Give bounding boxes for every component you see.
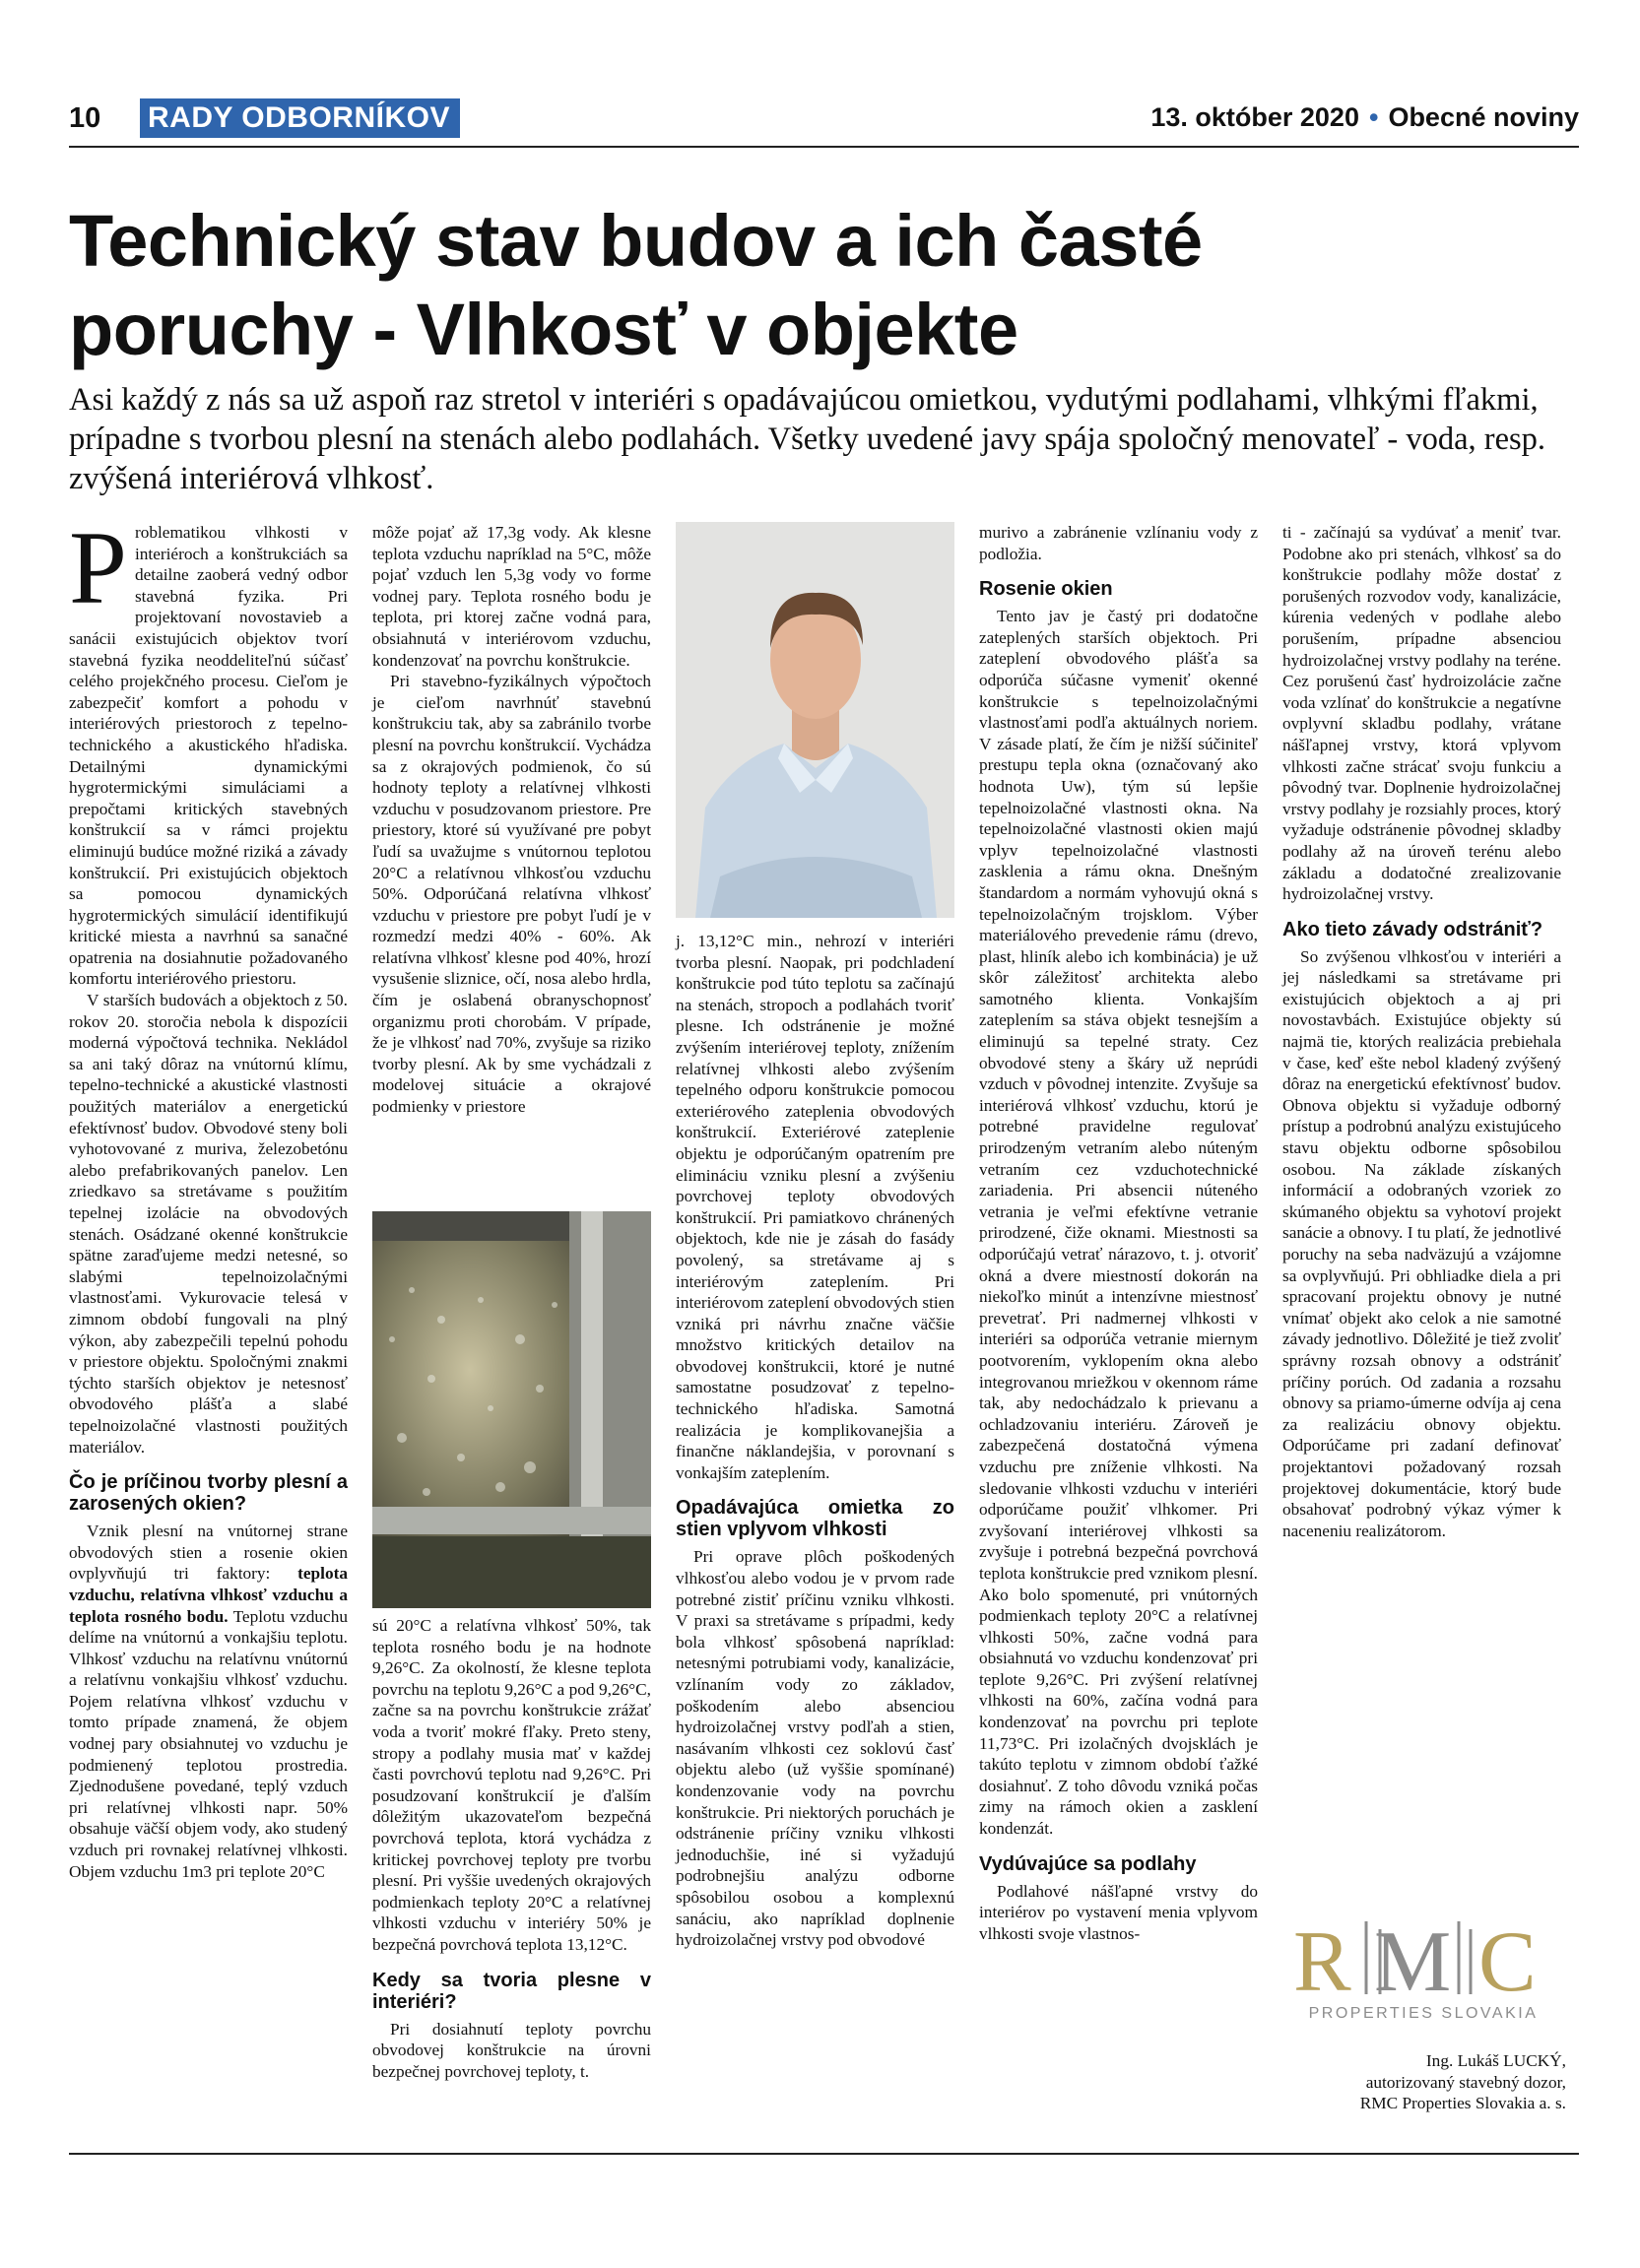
article-column-1 [69,510,348,1882]
author-role: autorizovaný stavebný dozor, [1365,2072,1566,2092]
article-column-2-continued [372,1615,651,2082]
paragraph: murivo a zabránenie vzlínaniu vody z podložia. [979,523,1258,563]
headline-line-2: poruchy - Vlhkosť v objekte [69,289,1018,370]
portrait-image [676,522,954,918]
subheading: Kedy sa tvoria plesne v interiéri? [372,1969,651,2013]
logo-tagline: PROPERTIES SLOVAKIA [1308,2005,1539,2022]
paragraph: Vznik plesní na vnútornej strane obvodových stien a rosenie okien ovplyvňujú tri faktory: teplota vzduchu, relatívna vlhkosť vzduchu a teplota rosného bodu. Teplotu vzduchu delíme na vnútornú a vonkajšiu teplotu. Vlhkosť vzduchu na relatívnu vnútornú a relatívnu vonkajšiu vlhkosť vzduchu. Pojem relatívna vlhkosť vzduchu v tomto prípade znamená, že objem vodnej pary obsiahnutej vo vzduchu je podmienený teplotou prostredia. Zjednodušene povedané, teplý vzduch pri relatívnej vlhkosti napr. 50% obsahuje väčší objem vody, ako studený vzduch pri rovnakej relatívnej vlhkosti. Objem vzduchu 1m3 pri teplote 20°C [69,1522,348,1881]
author-name: Ing. Lukáš LUCKÝ, [1425,2051,1566,2070]
subheading: Rosenie okien [979,578,1113,601]
logo-letter-m: M [1374,1915,1452,2010]
issue-date: 13. október 2020 [1150,102,1359,132]
subheading: Ako tieto závady odstrániť? [1282,918,1543,940]
paragraph: Pri dosiahnutí teploty povrchu obvodovej konštrukcie na úrovni bezpečnej povrchovej teploty, t. [372,2019,651,2081]
rmc-logo [1285,1915,1561,2029]
page-number: 10 [69,102,101,134]
paragraph: Problematikou vlhkosti v interiéroch a konštrukciách sa detailne zaoberá vedný odbor stavebná fyzika. Pri projektovaní novostavieb a sanácii existujúcich objektov tvorí stavebná fyzika neoddeliteľnú súčasť celého projekčného procesu. Cieľom je zabezpečiť komfort a pohodu v interiérových priestoroch z tepelno-technického a akustického hľadiska. Detailnými dynamickými hygrotermickými simuláciami a prepočtami kritických stavebných konštrukcií sa v rámci projektu eliminujú budúce možné riziká a závady konštrukcií. Pri existujúcich objektoch sa pomocou dynamických hygrotermických simulácií identifikujú kritické miesta a navrhnú sa sanačné opatrenia na dosiahnutie požadovaného komfortu interiérového priestoru. [69,510,348,989]
window-condensation-photo [372,1211,651,1608]
logo-letter-r: R [1293,1915,1351,2010]
rmc-logo-mark [1285,1915,1561,2029]
paragraph: môže pojať až 17,3g vody. Ak klesne teplota vzduchu napríklad na 5°C, môže pojať vzduch len 5,3g vody vo forme vodnej pary. Teplota rosného bodu je teplota, pri ktorej začne vodná para, obsiahnutá v interiérovom vzduchu, kondenzovať na povrchu konštrukcie. [372,523,651,670]
article-lead: Asi každý z nás sa už aspoň raz stretol v interiéri s opadávajúcou omietkou, vydutými podlahami, vlhkými fľakmi, prípadne s tvorbou plesní na stenách alebo podlahách. Všetky uvedené javy spája spoločný menovateľ - voda, resp. zvýšená interiérová vlhkosť. [69,382,1546,496]
author-company: RMC Properties Slovakia a. s. [1359,2094,1566,2113]
paragraph: sú 20°C a relatívna vlhkosť 50%, tak teplota rosného bodu je na hodnote 9,26°C. Za okolností, že klesne teplota povrchu na teplotu 9,26°C a pod 9,26°C, začne sa na povrchu konštrukcie zrážať voda a tvoriť mokré fľaky. Preto steny, stropy a podlahy musia mať v každej časti povrchovú teplotu nad 9,26°C. Pri posudzovaní konštrukcií je ďalším dôležitým ukazovateľom bezpečná povrchová teplota, ktorá vychádza z kritickej povrchovej teploty pre tvorbu plesní. Pri vyššie uvedených okrajových podmienkach teploty 20°C a relatívnej vlhkosti vzduchu v interiéry 50% je bezpečná povrchová teplota 13,12°C. [372,1616,651,1954]
drop-cap: P [69,510,127,625]
logo-letter-c: C [1478,1915,1537,2010]
separator-dot: • [1368,102,1379,132]
subheading: Opadávajúca omietka zo stien vplyvom vlhkosti [676,1497,954,1541]
paragraph: Podlahové nášľapné vrstvy do interiérov po vystavení menia vplyvom vlhkosti svoje vlastnos- [979,1881,1258,1943]
paragraph: ti - začínajú sa vydúvať a meniť tvar. Podobne ako pri stenách, vlhkosť sa do konštrukcie podlahy môže dostať z porušených rozvodov vody, kanalizácie, kúrenia vedených v podlahe alebo porušením, prípadne absenciou hydroizolačnej vrstvy podlahy na teréne. Cez porušenú časť hydroizolácie začne voda vzlínať do konštrukcie a negatívne ovplyvní skladbu podlahy, vrátane nášľapnej vrstvy, ktorá vplyvom vlhkosti začne strácať svoju funkciu a pôvodný tvar. Doplnenie hydroizolačnej vrstvy podlahy je rozsiahly proces, ktorý vyžaduje odstránenie pôvodnej skladby podlahy až na úroveň terénu alebo základu a dodatočné zrealizovanie hydroizolačnej vrstvy. [1282,523,1561,904]
article-column-3 [676,931,954,1951]
paragraph: Pri oprave plôch poškodených vlhkosťou alebo vodou je v prvom rade potrebné zistiť príčinu vzniku vlhkosti. V praxi sa stretávame s prípadmi, kedy bola vlhkosť spôsobená napríklad: netesnými potrubiami vody, kanalizácie, vzlínaním vody zo základov, poškodením alebo absenciou hydroizolačnej vrstvy podľah a stien, nasávaním vlhkosti cez soklovú časť objektu alebo (už vyššie spomínané) kondenzovanie vody na povrchu konštrukcie. Pri niektorých poruchách je odstránenie príčiny vzniku vlhkosti jednoduchšie, iné si vyžadujú podrobnejšiu analýzu odborne spôsobilou osobou a komplexnú sanáciu, ako napríklad doplnenie hydroizolačnej vrstvy pod obvodové [676,1547,954,1950]
section-label: RADY ODBORNÍKOV [140,98,460,138]
subheading: Čo je príčinou tvorby plesní a zarosených okien? [69,1471,348,1516]
paragraph: So zvýšenou vlhkosťou v interiéri a jej následkami sa stretávame pri existujúcich objektoch a aj pri novostavbách. Existujúce objekty sú najmä tie, ktorých realizácia prebiehala v čase, keď ešte nebol kladený zvýšený dôraz na energetickú efektívnosť budov. Obnova objektu si vyžaduje odborný prístup a podrobnú analýzu existujúceho stavu objektu odborne spôsobilou osobou. Na základe získaných informácií a odobraných vzoriek zo skúmaného objektu sa vyhotoví projekt sanácie a obnovy. I tu platí, že jednotlivé poruchy na seba nadväzujú a vzájomne sa ovplyvňujú. Pri obhliadke diela a pri spracovaní projektu obnovy je nutné vnímať objekt ako celok a nie samotné závady jednotlivo. Dôležité je tiež zvoliť správny rozsah obnovy a odstrániť príčiny porúch. Od zadania a rozsahu obnovy sa priamo-úmerne odvíja aj cena za realizáciu obnovy objektu. Odporúčame pri zadaní definovať projektantovi požadovaný rozsah projektovej dokumentácie, ktorý bude obsahovať podrobný výkaz výmer k naceneniu realizátorom. [1282,946,1561,1540]
dateline [1150,102,1579,133]
article-column-5 [1282,522,1561,1541]
paragraph: j. 13,12°C min., nehrozí v interiéri tvorba plesní. Naopak, pri podchladení konštrukcie pod túto teplotu sa začínajú na stenách, stropoch a podlahách tvoriť plesne. Ich odstránenie je možné zvýšením interiérovej teploty, znížením relatívnej vlhkosti alebo zvýšením tepelného odporu konštrukcie pomocou exteriérového zateplenia obvodových konštrukcií. Exteriérové zateplenie objektu je odporúčaným opatrením pre elimináciu vzniku plesní a zvýšeniu povrchovej teploty obvodových konštrukcií. Pri pamiatkovo chránených objektoch, kde nie je zásah do fasády povolený, sa stretávame aj s interiérovým zateplením. Pri interiérovom zateplení obvodových stien vzniká pri návrhu značne väčšie množstvo kritických detailov na obvodovej konštrukcii, ktoré je nutné samostatne posudzovať z tepelno-technického hľadiska. Samotná realizácia je komplikovanejšia a finančne náklandejšia, v porovnaní s vonkajším zateplením. [676,932,954,1482]
author-portrait-photo [676,522,954,918]
paragraph: V starších budovách a objektoch z 50. rokov 20. storočia nebola k dispozícii moderná výpočtová technika. Nekládol sa ani taký dôraz na vnútornú klímu, tepelno-technické a akustické vlastnosti použitých materiálov a energetickú efektívnosť budov. Obvodové steny boli vyhotovované z muriva, železobetónu alebo prefabrikovaných panelov. Len zriedkavo sa stretávame s použitím tepelnej izolácie na obvodových stenách. Osádzané okenné konštrukcie spätne zaraďujeme medzi netesné, so slabými tepelnoizolačnými vlastnosťami. Vykurovacie telesá v zimnom období fungovali na plný výkon, aby zabezpečili tepelnú pohodu v priestore objektu. Spoločnými znakmi týchto starších objektov je netesnosť obvodového plášťa a slabé tepelnoizolačné vlastnosti použitých materiálov. [69,991,348,1457]
paragraph: Pri stavebno-fyzikálnych výpočtoch je cieľom navrhnúť stavebnú konštrukciu tak, aby sa zabránilo tvorbe plesní na povrchu konštrukcií. Vychádza sa z okrajových podmienok, čo sú hodnoty teploty a relatívnej vlhkosti vzduchu v posudzovanom priestore. Pre priestory, ktoré sú využívané pre pobyt ľudí sa uvažujme s vnútornou teplotou 20°C a relatívnou vlhkosťou vzduchu 50%. Odporúčaná relatívna vlhkosť vzduchu v priestore pre pobyt ľudí je v rozmedzí medzi 40% - 60%. Ak relatívna vlhkosť klesne pod 40%, hrozí vysušenie sliznice, očí, nosa alebo hrdla, čím je oslabená obranyschopnosť organizmu proti chorobám. V prípade, že je vlhkosť nad 70%, zvyšuje sa riziko tvorby plesní. Ak by sme vychádzali z modelovej situácie a okrajové podmienky v priestore [372,672,651,1117]
article-headline [69,197,1546,374]
headline-line-1: Technický stav budov a ich časté [69,200,1203,282]
author-signature [1280,2050,1566,2114]
article-column-4 [979,522,1258,1944]
paragraph: Tento jav je častý pri dodatočne zateplených starších objektoch. Pri zateplení obvodového plášťa sa odporúča súčasne vymeniť okenné konštrukcie s tepelnoizolačnými vlastnosťami podľa aktuálnych noriem. V zásade platí, že čím je nižší súčiniteľ prestupu tepla okna (označovaný ako hodnota Uw), tým sú lepšie tepelnoizolačné vlastnosti okna. Na tepelnoizolačné vlastnosti okien majú vplyv tepelnoizolačné vlastnosti zasklenia a rámu okna. Dnešným štandardom a normám vyhovujú okná s tepelnoizolačným trojsklom. Výber materiálového prevedenie rámu (drevo, plast, hliník alebo ich kombinácia) je už skôr záležitosť architekta alebo samotného klienta. Vonkajším zateplením sa stáva objekt tesnejším a eliminujú sa tepelné straty. Cez obvodové steny a škáry už neprúdi vzduch v pôvodnej intenzite. Zvyšuje sa interiérová vlhkosť vzduchu, ktorú je potrebné pravidelne regulovať prirodzeným vetraním alebo núteným vetraním cez vzduchotechnické zariadenia. Pri absencii núteného vetrania je veľmi efektívne vetranie prirodzené, čiže oknami. Miestnosti sa odporúčajú vetrať nárazovo, t. j. otvoriť okná a dvere miestností dokorán na niekoľko minút a intenzívne miestnosť prevetrať. Pri nadmernej vlhkosti v interiéri sa odporúča vetranie miernym pootvorením, vyklopením okna alebo integrovanou mriežkou v okennom ráme tak, aby nedochádzalo k prievanu a ochladzovaniu interiéru. Zároveň je zabezpečená dostatočná výmena vzduchu pre zníženie vlhkosti. Na sledovanie vlhkosti vzduchu v interiéri odporúčame použiť vlhkomer. Pri zvyšovaní interiérovej vlhkosti sa zvyšuje i potrebná bezpečná povrchová teplota konštrukcie pred vznikom plesní. Ako bolo spomenuté, pri vnútorných podmienkach teploty 20°C a relatívnej vlhkosti 50%, začne vodná para obsiahnutá vo vzduchu kondenzovať pri teplote 9,26°C. Pri zvýšení relatívnej vlhkosti na 60%, začína vodná para kondenzovať na povrchu pri teplote 11,73°C. Pri izolačných dvojsklách je takúto teplotu v zimnom období ťažké dosiahnuť. Z toho dôvodu vzniká počas zimy na rámoch okien a zasklení kondenzát. [979,607,1258,1839]
footer-rule [69,2153,1579,2155]
article-column-2 [372,522,651,1118]
condensation-image [372,1211,651,1608]
header-rule [69,146,1579,148]
publication-name: Obecné noviny [1388,102,1579,132]
subheading: Vydúvajúce sa podlahy [979,1852,1197,1875]
